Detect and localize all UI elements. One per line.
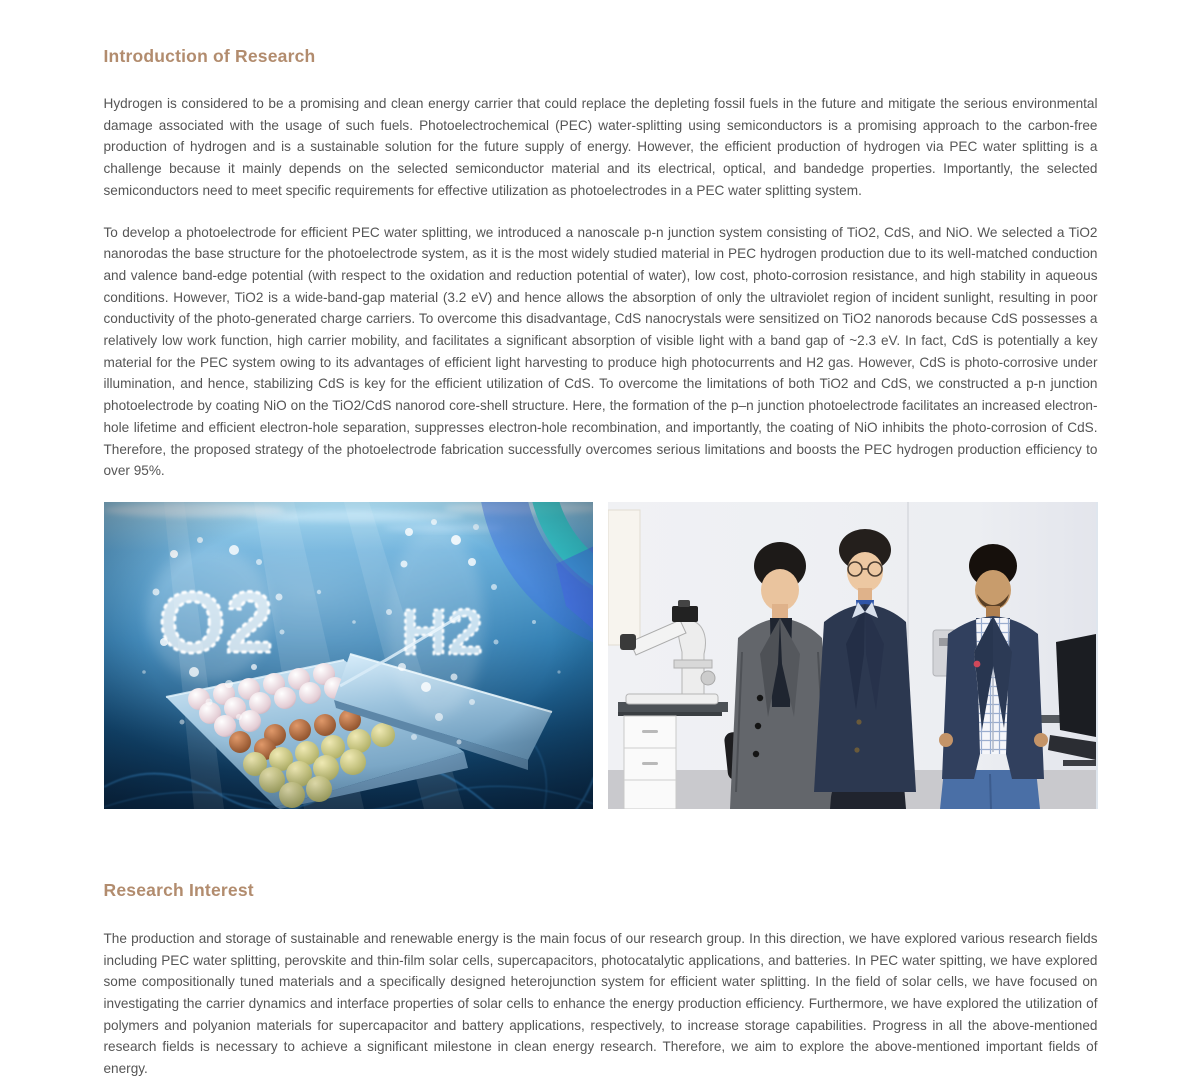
introduction-paragraph-2: To develop a photoelectrode for efficient PEC water splitting, we introduced a nanoscale p-n junction system consisting of TiO2, CdS, and NiO. We selected a TiO2 nanorodas the base structure for the photoelectrode system, as it is the most widely studied material in PEC hydrogen production due to its well-matched conduction and valence band-edge potential (with respect to the oxidation and reduction potential of water), low cost, photo-corrosion resistance, and high stability in aqueous conditions. However, TiO2 is a wide-band-gap material (3.2 eV) and hence allows the absorption of only the ultraviolet region of incident sunlight, resulting in poor conductivity of the photo-generated charge carriers. To overcome this disadvantage, CdS nanocrystals were sensitized on TiO2 nanorods because CdS possesses a relatively low work function, high carrier mobility, and facilitates a significant absorption of visible light with a band gap of ~2.3 eV. In fact, CdS is potentially a key material for the PEC system owing to its advantages of efficient light harvesting to produce high photocurrents and H2 gas. However, CdS is photo-corrosive under illumination, and hence, stabilizing CdS is key for the efficient utilization of CdS. To overcome the limitations of both TiO2 and CdS, we constructed a p-n junction photoelectrode by coating NiO on the TiO2/CdS nanorod core-shell structure. Here, the formation of the p–n junction photoelectrode facilitates an increased electron-hole lifetime and efficient electron-hole separation, suppresses electron-hole recombination, and importantly, the coating of NiO inhibits the photo-corrosion of CdS. Therefore, the proposed strategy of the photoelectrode fabrication successfully overcomes serious limitations and boosts the PEC hydrogen production efficiency to over 95%. bbox=[103, 224, 1098, 479]
section-introduction bbox=[104, 46, 1098, 809]
research-page bbox=[104, 0, 1098, 1080]
research-team-photo bbox=[608, 502, 1098, 809]
wall-panel bbox=[608, 510, 640, 645]
pec-water-splitting-illustration bbox=[104, 502, 594, 809]
research-interest-paragraph-1: The production and storage of sustainable and renewable energy is the main focus of our research group. In this direction, we have explored various research fields including PEC water splitting, perovskite and thin-film solar cells, supercapacitors, photocatalytic applications, and batteries. In PEC water spitting, we have explored some compositionally tuned materials and a specifically designed heterojunction system for efficient water splitting. In the field of solar cells, we have focused on investigating the carrier dynamics and interface properties of solar cells to enhance the energy production efficiency. Furthermore, we have explored the utilization of polymers and polyanion materials for supercapacitor and battery applications, respectively, to increase storage capabilities. Progress in all the above-mentioned research fields is necessary to achieve a significant milestone in clean energy research. Therefore, we aim to explore the above-mentioned important fields of energy. bbox=[103, 930, 1098, 1077]
introduction-paragraph-1: Hydrogen is considered to be a promising and clean energy carrier that could replace the depleting fossil fuels in the future and mitigate the serious environmental damage associated with the usage of such fuels. Photoelectrochemical (PEC) water-splitting using semiconductors is a promising approach to the carbon-free production of hydrogen and is a sustainable solution for the future supply of energy. However, the efficient production of hydrogen via PEC water splitting is a challenge because it mainly depends on the selected semiconductor material and its electrical, optical, and bandedge properties. Importantly, the selected semiconductors need to meet specific requirements for effective utilization as photoelectrodes in a PEC water splitting system. bbox=[103, 96, 1098, 198]
introduction-heading: Introduction of Research bbox=[103, 46, 316, 66]
section-research-interest bbox=[104, 880, 1098, 1080]
figures-row bbox=[104, 502, 1098, 809]
research-interest-heading: Research Interest bbox=[103, 879, 254, 900]
